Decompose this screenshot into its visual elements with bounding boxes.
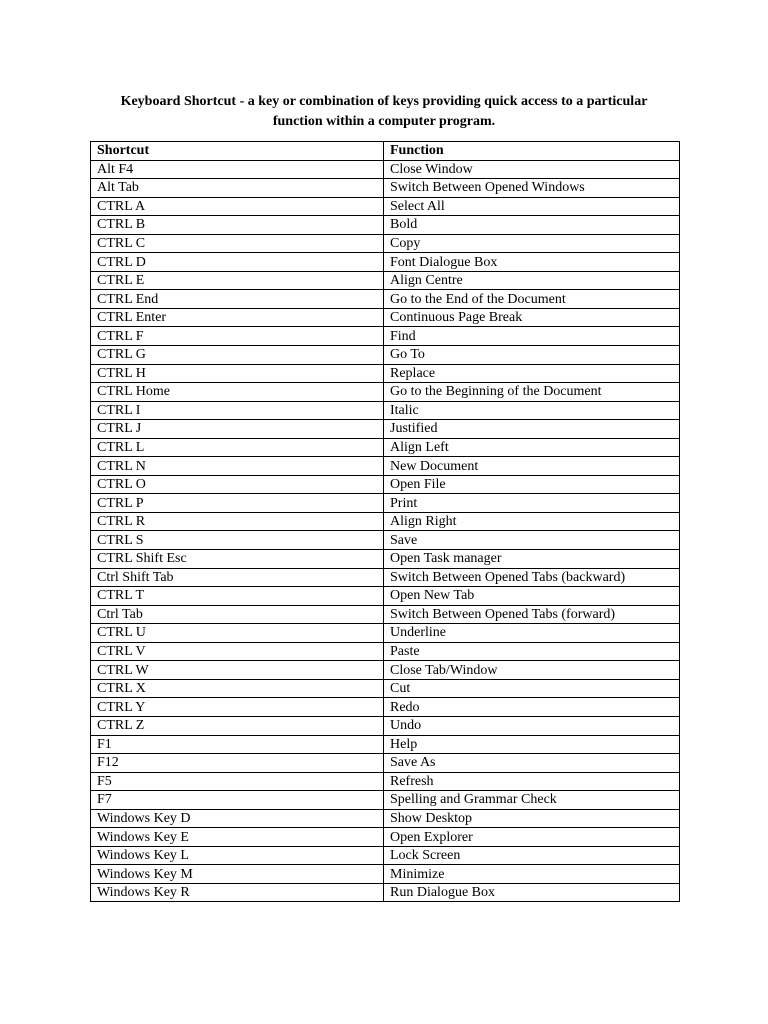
- function-cell: Align Centre: [384, 271, 680, 290]
- shortcut-cell: CTRL H: [91, 364, 384, 383]
- function-cell: Close Window: [384, 160, 680, 179]
- function-cell: Open File: [384, 475, 680, 494]
- function-cell: Italic: [384, 401, 680, 420]
- shortcut-cell: CTRL L: [91, 438, 384, 457]
- table-row: [91, 735, 680, 754]
- table-row: [91, 494, 680, 513]
- shortcut-cell: CTRL Shift Esc: [91, 550, 384, 569]
- shortcut-cell: Windows Key D: [91, 809, 384, 828]
- column-header-function: Function: [384, 142, 680, 161]
- function-cell: Open Explorer: [384, 828, 680, 847]
- shortcut-cell: CTRL U: [91, 624, 384, 643]
- shortcut-cell: CTRL B: [91, 216, 384, 235]
- table-row: [91, 234, 680, 253]
- function-cell: Align Right: [384, 512, 680, 531]
- shortcut-cell: Alt Tab: [91, 179, 384, 198]
- shortcut-cell: F5: [91, 772, 384, 791]
- function-cell: Paste: [384, 642, 680, 661]
- table-row: [91, 698, 680, 717]
- function-cell: Switch Between Opened Tabs (backward): [384, 568, 680, 587]
- function-cell: Font Dialogue Box: [384, 253, 680, 272]
- table-row: [91, 642, 680, 661]
- shortcut-cell: CTRL V: [91, 642, 384, 661]
- shortcut-cell: CTRL Z: [91, 716, 384, 735]
- table-row: [91, 401, 680, 420]
- table-row: [91, 809, 680, 828]
- shortcut-cell: CTRL F: [91, 327, 384, 346]
- shortcut-cell: F7: [91, 791, 384, 810]
- function-cell: Switch Between Opened Tabs (forward): [384, 605, 680, 624]
- table-row: [91, 420, 680, 439]
- function-cell: Print: [384, 494, 680, 513]
- shortcut-cell: CTRL O: [91, 475, 384, 494]
- shortcut-cell: CTRL R: [91, 512, 384, 531]
- table-row: [91, 828, 680, 847]
- table-header-row: [91, 142, 680, 161]
- function-cell: Open New Tab: [384, 587, 680, 606]
- table-row: [91, 550, 680, 569]
- function-cell: Go To: [384, 346, 680, 365]
- table-row: [91, 457, 680, 476]
- function-cell: Replace: [384, 364, 680, 383]
- shortcut-cell: Windows Key R: [91, 883, 384, 902]
- shortcut-cell: CTRL Home: [91, 383, 384, 402]
- table-row: [91, 624, 680, 643]
- table-row: [91, 383, 680, 402]
- function-cell: Go to the End of the Document: [384, 290, 680, 309]
- table-row: [91, 160, 680, 179]
- function-cell: Refresh: [384, 772, 680, 791]
- function-cell: Justified: [384, 420, 680, 439]
- shortcut-cell: CTRL J: [91, 420, 384, 439]
- heading-line-1: Keyboard Shortcut - a key or combination of keys providing quick access to a particular: [120, 94, 648, 109]
- shortcut-cell: Ctrl Shift Tab: [91, 568, 384, 587]
- function-cell: Run Dialogue Box: [384, 883, 680, 902]
- function-cell: Select All: [384, 197, 680, 216]
- function-cell: Open Task manager: [384, 550, 680, 569]
- shortcut-cell: CTRL G: [91, 346, 384, 365]
- shortcut-cell: Ctrl Tab: [91, 605, 384, 624]
- table-row: [91, 438, 680, 457]
- shortcut-cell: CTRL D: [91, 253, 384, 272]
- column-header-shortcut: Shortcut: [91, 142, 384, 161]
- function-cell: Save As: [384, 754, 680, 773]
- function-cell: Find: [384, 327, 680, 346]
- function-cell: Switch Between Opened Windows: [384, 179, 680, 198]
- function-cell: Close Tab/Window: [384, 661, 680, 680]
- shortcut-cell: CTRL N: [91, 457, 384, 476]
- table-row: [91, 772, 680, 791]
- function-cell: Cut: [384, 679, 680, 698]
- table-row: [91, 568, 680, 587]
- table-row: [91, 512, 680, 531]
- function-cell: Minimize: [384, 865, 680, 884]
- function-cell: Lock Screen: [384, 846, 680, 865]
- shortcut-cell: CTRL Y: [91, 698, 384, 717]
- shortcut-cell: Windows Key L: [91, 846, 384, 865]
- shortcut-cell: CTRL P: [91, 494, 384, 513]
- shortcut-cell: CTRL T: [91, 587, 384, 606]
- shortcut-cell: Alt F4: [91, 160, 384, 179]
- shortcut-cell: Windows Key E: [91, 828, 384, 847]
- table-row: [91, 865, 680, 884]
- shortcut-cell: CTRL E: [91, 271, 384, 290]
- table-row: [91, 791, 680, 810]
- table-row: [91, 716, 680, 735]
- shortcut-cell: Windows Key M: [91, 865, 384, 884]
- table-row: [91, 605, 680, 624]
- table-row: [91, 346, 680, 365]
- shortcut-cell: CTRL X: [91, 679, 384, 698]
- shortcut-cell: F12: [91, 754, 384, 773]
- function-cell: Bold: [384, 216, 680, 235]
- shortcut-cell: F1: [91, 735, 384, 754]
- function-cell: Align Left: [384, 438, 680, 457]
- function-cell: Show Desktop: [384, 809, 680, 828]
- shortcut-cell: CTRL C: [91, 234, 384, 253]
- table-body: [91, 160, 680, 902]
- table-row: [91, 754, 680, 773]
- shortcuts-table: [90, 141, 680, 902]
- table-row: [91, 216, 680, 235]
- shortcut-cell: CTRL W: [91, 661, 384, 680]
- function-cell: Continuous Page Break: [384, 308, 680, 327]
- table-row: [91, 290, 680, 309]
- table-row: [91, 531, 680, 550]
- table-row: [91, 179, 680, 198]
- function-cell: Redo: [384, 698, 680, 717]
- document-heading: [80, 92, 688, 132]
- table-row: [91, 883, 680, 902]
- function-cell: New Document: [384, 457, 680, 476]
- table-row: [91, 846, 680, 865]
- function-cell: Save: [384, 531, 680, 550]
- table-row: [91, 308, 680, 327]
- table-row: [91, 271, 680, 290]
- shortcut-cell: CTRL Enter: [91, 308, 384, 327]
- function-cell: Underline: [384, 624, 680, 643]
- function-cell: Go to the Beginning of the Document: [384, 383, 680, 402]
- shortcut-cell: CTRL S: [91, 531, 384, 550]
- heading-line-2: function within a computer program.: [272, 114, 496, 129]
- table-row: [91, 475, 680, 494]
- table-row: [91, 327, 680, 346]
- table-row: [91, 661, 680, 680]
- table-row: [91, 197, 680, 216]
- table-row: [91, 364, 680, 383]
- function-cell: Help: [384, 735, 680, 754]
- function-cell: Spelling and Grammar Check: [384, 791, 680, 810]
- shortcut-cell: CTRL A: [91, 197, 384, 216]
- table-row: [91, 679, 680, 698]
- function-cell: Undo: [384, 716, 680, 735]
- function-cell: Copy: [384, 234, 680, 253]
- shortcut-cell: CTRL I: [91, 401, 384, 420]
- table-row: [91, 587, 680, 606]
- table-row: [91, 253, 680, 272]
- shortcut-cell: CTRL End: [91, 290, 384, 309]
